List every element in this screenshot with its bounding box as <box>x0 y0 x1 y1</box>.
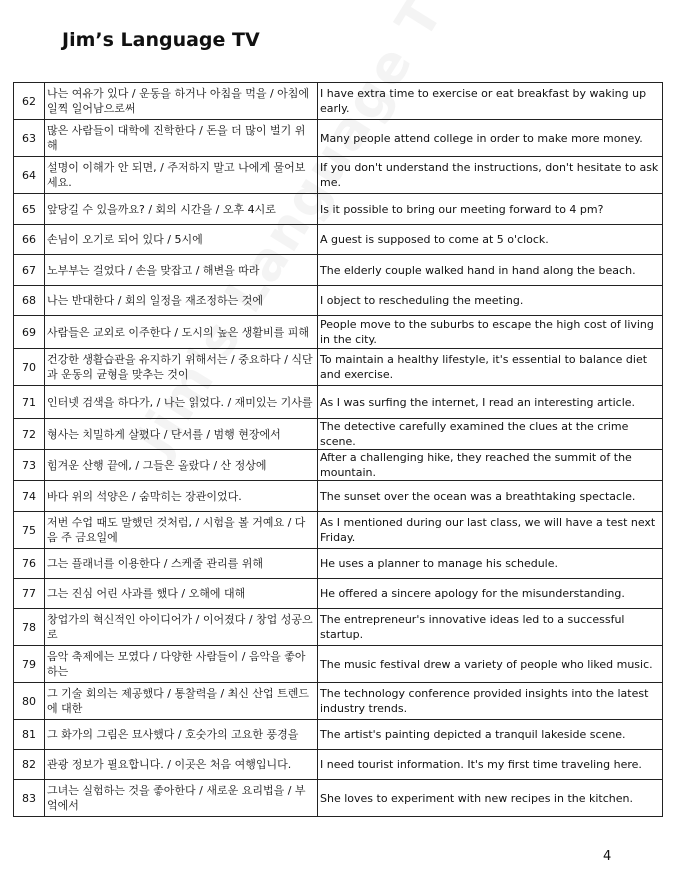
row-number: 81 <box>14 720 45 750</box>
row-number: 74 <box>14 481 45 512</box>
english-sentence: The entrepreneur's innovative ideas led to a successful startup. <box>318 609 663 646</box>
korean-phrase: 노부부는 걸었다 / 손을 맞잡고 / 해변을 따라 <box>45 255 318 286</box>
row-number: 80 <box>14 683 45 720</box>
english-sentence: He uses a planner to manage his schedule. <box>318 549 663 579</box>
row-number: 77 <box>14 579 45 609</box>
korean-phrase: 음악 축제에는 모였다 / 다양한 사람들이 / 음악을 좋아하는 <box>45 646 318 683</box>
english-sentence: To maintain a healthy lifestyle, it's essential to balance diet and exercise. <box>318 349 663 386</box>
table-row <box>14 194 663 225</box>
english-sentence: As I mentioned during our last class, we will have a test next Friday. <box>318 512 663 549</box>
row-number: 69 <box>14 316 45 349</box>
row-number: 79 <box>14 646 45 683</box>
table-row <box>14 549 663 579</box>
phrase-table-body <box>14 83 663 817</box>
korean-phrase: 바다 위의 석양은 / 숨막히는 장관이었다. <box>45 481 318 512</box>
english-sentence: The sunset over the ocean was a breathtaking spectacle. <box>318 481 663 512</box>
english-sentence: The technology conference provided insights into the latest industry trends. <box>318 683 663 720</box>
korean-phrase: 인터넷 검색을 하다가, / 나는 읽었다. / 재미있는 기사를 <box>45 386 318 419</box>
english-sentence: I need tourist information. It's my first time traveling here. <box>318 750 663 780</box>
table-row <box>14 481 663 512</box>
english-sentence: He offered a sincere apology for the misunderstanding. <box>318 579 663 609</box>
korean-phrase: 앞당길 수 있을까요? / 회의 시간을 / 오후 4시로 <box>45 194 318 225</box>
english-sentence: As I was surfing the internet, I read an interesting article. <box>318 386 663 419</box>
english-sentence: The artist's painting depicted a tranquil lakeside scene. <box>318 720 663 750</box>
english-sentence: If you don't understand the instructions, don't hesitate to ask me. <box>318 157 663 194</box>
row-number: 75 <box>14 512 45 549</box>
korean-phrase: 형사는 치밀하게 살폈다 / 단서를 / 범행 현장에서 <box>45 419 318 450</box>
korean-phrase: 손님이 오기로 되어 있다 / 5시에 <box>45 225 318 255</box>
row-number: 73 <box>14 450 45 481</box>
row-number: 68 <box>14 286 45 316</box>
korean-phrase: 그 화가의 그림은 묘사했다 / 호숫가의 고요한 풍경을 <box>45 720 318 750</box>
korean-phrase: 건강한 생활습관을 유지하기 위해서는 / 중요하다 / 식단과 운동의 균형을 맞추는 것이 <box>45 349 318 386</box>
table-row <box>14 225 663 255</box>
english-sentence: The music festival drew a variety of people who liked music. <box>318 646 663 683</box>
korean-phrase: 창업가의 혁신적인 아이디어가 / 이어졌다 / 창업 성공으로 <box>45 609 318 646</box>
row-number: 76 <box>14 549 45 579</box>
table-row <box>14 750 663 780</box>
page-number: 4 <box>603 849 612 864</box>
row-number: 67 <box>14 255 45 286</box>
korean-phrase: 저번 수업 때도 말했던 것처럼, / 시험을 볼 거예요 / 다음 주 금요일에 <box>45 512 318 549</box>
table-row <box>14 349 663 386</box>
row-number: 78 <box>14 609 45 646</box>
table-row <box>14 720 663 750</box>
table-row <box>14 646 663 683</box>
korean-phrase: 설명이 이해가 안 되면, / 주저하지 말고 나에게 물어보세요. <box>45 157 318 194</box>
page-title: Jim’s Language TV <box>62 29 260 51</box>
english-sentence: Is it possible to bring our meeting forward to 4 pm? <box>318 194 663 225</box>
table-row <box>14 609 663 646</box>
row-number: 64 <box>14 157 45 194</box>
korean-phrase: 그는 플래너를 이용한다 / 스케줄 관리를 위해 <box>45 549 318 579</box>
english-sentence: I object to rescheduling the meeting. <box>318 286 663 316</box>
english-sentence: People move to the suburbs to escape the high cost of living in the city. <box>318 316 663 349</box>
table-row <box>14 386 663 419</box>
row-number: 72 <box>14 419 45 450</box>
table-row <box>14 419 663 450</box>
table-row <box>14 255 663 286</box>
korean-phrase: 관광 정보가 필요합니다. / 이곳은 처음 여행입니다. <box>45 750 318 780</box>
table-row <box>14 83 663 120</box>
korean-phrase: 많은 사람들이 대학에 진학한다 / 돈을 더 많이 벌기 위해 <box>45 120 318 157</box>
row-number: 66 <box>14 225 45 255</box>
table-row <box>14 157 663 194</box>
row-number: 71 <box>14 386 45 419</box>
english-sentence: The elderly couple walked hand in hand along the beach. <box>318 255 663 286</box>
korean-phrase: 그는 진심 어린 사과를 했다 / 오해에 대해 <box>45 579 318 609</box>
phrase-table <box>13 82 663 817</box>
table-row <box>14 512 663 549</box>
table-row <box>14 450 663 481</box>
korean-phrase: 나는 여유가 있다 / 운동을 하거나 아침을 먹을 / 아침에 일찍 일어남으로써 <box>45 83 318 120</box>
row-number: 65 <box>14 194 45 225</box>
table-row <box>14 780 663 817</box>
row-number: 82 <box>14 750 45 780</box>
table-row <box>14 316 663 349</box>
table-row <box>14 579 663 609</box>
table-row <box>14 120 663 157</box>
korean-phrase: 그 기술 회의는 제공했다 / 통찰력을 / 최신 산업 트렌드에 대한 <box>45 683 318 720</box>
english-sentence: A guest is supposed to come at 5 o'clock. <box>318 225 663 255</box>
row-number: 70 <box>14 349 45 386</box>
korean-phrase: 힘겨운 산행 끝에, / 그들은 올랐다 / 산 정상에 <box>45 450 318 481</box>
english-sentence: I have extra time to exercise or eat breakfast by waking up early. <box>318 83 663 120</box>
korean-phrase: 나는 반대한다 / 회의 일정을 재조정하는 것에 <box>45 286 318 316</box>
row-number: 62 <box>14 83 45 120</box>
english-sentence: Many people attend college in order to make more money. <box>318 120 663 157</box>
english-sentence: After a challenging hike, they reached the summit of the mountain. <box>318 450 663 481</box>
table-row <box>14 683 663 720</box>
korean-phrase: 그녀는 실험하는 것을 좋아한다 / 새로운 요리법을 / 부엌에서 <box>45 780 318 817</box>
row-number: 83 <box>14 780 45 817</box>
row-number: 63 <box>14 120 45 157</box>
table-row <box>14 286 663 316</box>
english-sentence: The detective carefully examined the clues at the crime scene. <box>318 419 663 450</box>
korean-phrase: 사람들은 교외로 이주한다 / 도시의 높은 생활비를 피해 <box>45 316 318 349</box>
english-sentence: She loves to experiment with new recipes in the kitchen. <box>318 780 663 817</box>
